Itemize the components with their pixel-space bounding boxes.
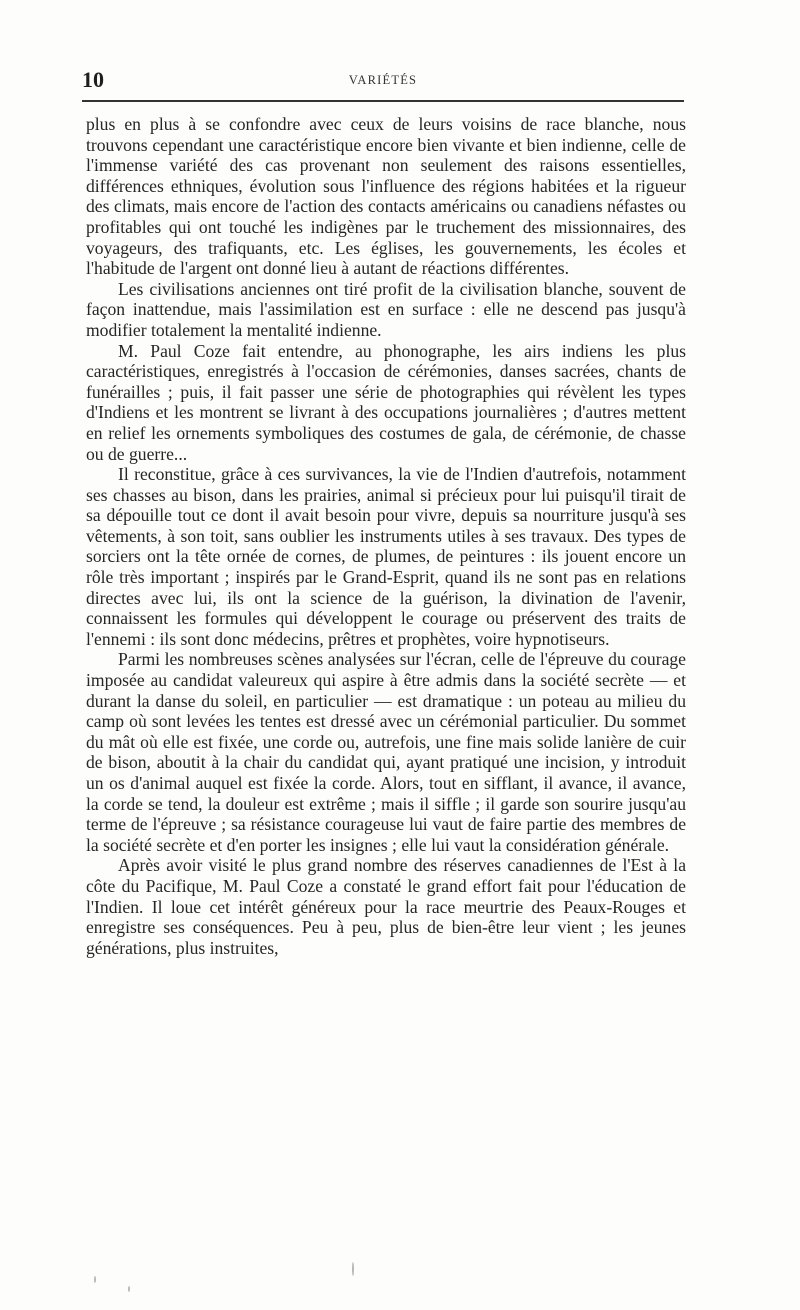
header-rule [82, 100, 684, 102]
body-text [86, 114, 686, 958]
paper-speck [94, 1276, 96, 1283]
page-number: 10 [82, 67, 104, 92]
paragraph-4: Il reconstitue, grâce à ces survivances, la vie de l'Indien d'autrefois, notamment ses chasses au bison, dans les prairies, animal si précieux pour lui puisqu'il tirait de sa dépouille tout ce dont il avait besoin pour vivre, depuis sa nourriture jusqu'à ses vêtements, à son toit, sans oublier les instruments utiles à ses travaux. Des types de sorciers ont la tête ornée de cornes, de plumes, de peintures : ils jouent encore un rôle très important ; inspirés par le Grand-Esprit, quand ils ne sont pas en relations directes avec lui, ils ont la science de la guérison, la divination de l'avenir, connaissent les formules qui développent le courage ou préservent des traits de l'ennemi : ils sont donc médecins, prêtres et prophètes, voire hypnotiseurs. [86, 464, 686, 649]
page-header [82, 66, 684, 94]
paragraph-3: M. Paul Coze fait entendre, au phonographe, les airs indiens les plus caractéristiques, enregistrés à l'occasion de cérémonies, danses sacrées, chants de funérailles ; puis, il fait passer une série de photographies qui révèlent les types d'Indiens et les montrent se livrant à des occupations journalières ; d'autres mettent en relief les ornements symboliques des costumes de gala, de cérémonie, de chasse ou de guerre... [86, 340, 686, 464]
paragraph-5: Parmi les nombreuses scènes analysées sur l'écran, celle de l'épreuve du courage imposée au candidat valeureux qui aspire à être admis dans la société secrète — et durant la danse du soleil, en particulier — est dramatique : un poteau au milieu du camp où sont levées les tentes est dressé avec un cérémonial particulier. Du sommet du mât où elle est fixée, une corde ou, autrefois, une fine mais solide lanière de cuir de bison, aboutit à la chair du candidat qui, ayant pratiqué une incision, y introduit un os d'animal auquel est fixée la corde. Alors, tout en sifflant, il avance, il avance, la corde se tend, la douleur est extrême ; mais il siffle ; il garde son sourire jusqu'au terme de l'épreuve ; sa résistance courageuse lui vaut de faire partie des membres de la société secrète et d'en porter les insignes ; elle lui vaut la considération générale. [86, 649, 686, 855]
paragraph-2: Les civilisations anciennes ont tiré profit de la civilisation blanche, souvent de façon inattendue, mais l'assimilation est en surface : elle ne descend pas jusqu'à modifier totalement la mentalité indienne. [86, 278, 686, 340]
paragraph-6: Après avoir visité le plus grand nombre des réserves canadiennes de l'Est à la côte du Pacifique, M. Paul Coze a constaté le grand effort fait pour l'éducation de l'Indien. Il loue cet intérêt généreux pour la race meurtrie des Peaux-Rouges et enregistre ses conséquences. Peu à peu, plus de bien-être leur vient ; les jeunes générations, plus instruites, [86, 855, 686, 958]
paragraph-1: plus en plus à se confondre avec ceux de leurs voisins de race blanche, nous trouvons cependant une caractéristique encore bien vivante et bien indienne, celle de l'immense variété des cas provenant non seulement des raisons essentielles, différences ethniques, évolution sous l'influence des régions habitées et la rigueur des climats, mais encore de l'action des contacts américains ou canadiens néfastes ou profitables qui ont touché les indigènes par le truchement des missionnaires, des voyageurs, des trafiquants, etc. Les églises, les gouvernements, les écoles et l'habitude de l'argent ont donné lieu à autant de réactions différentes. [86, 114, 686, 279]
paper-speck [128, 1286, 130, 1292]
paper-speck [352, 1262, 354, 1276]
running-title: VARIÉTÉS [348, 73, 418, 87]
